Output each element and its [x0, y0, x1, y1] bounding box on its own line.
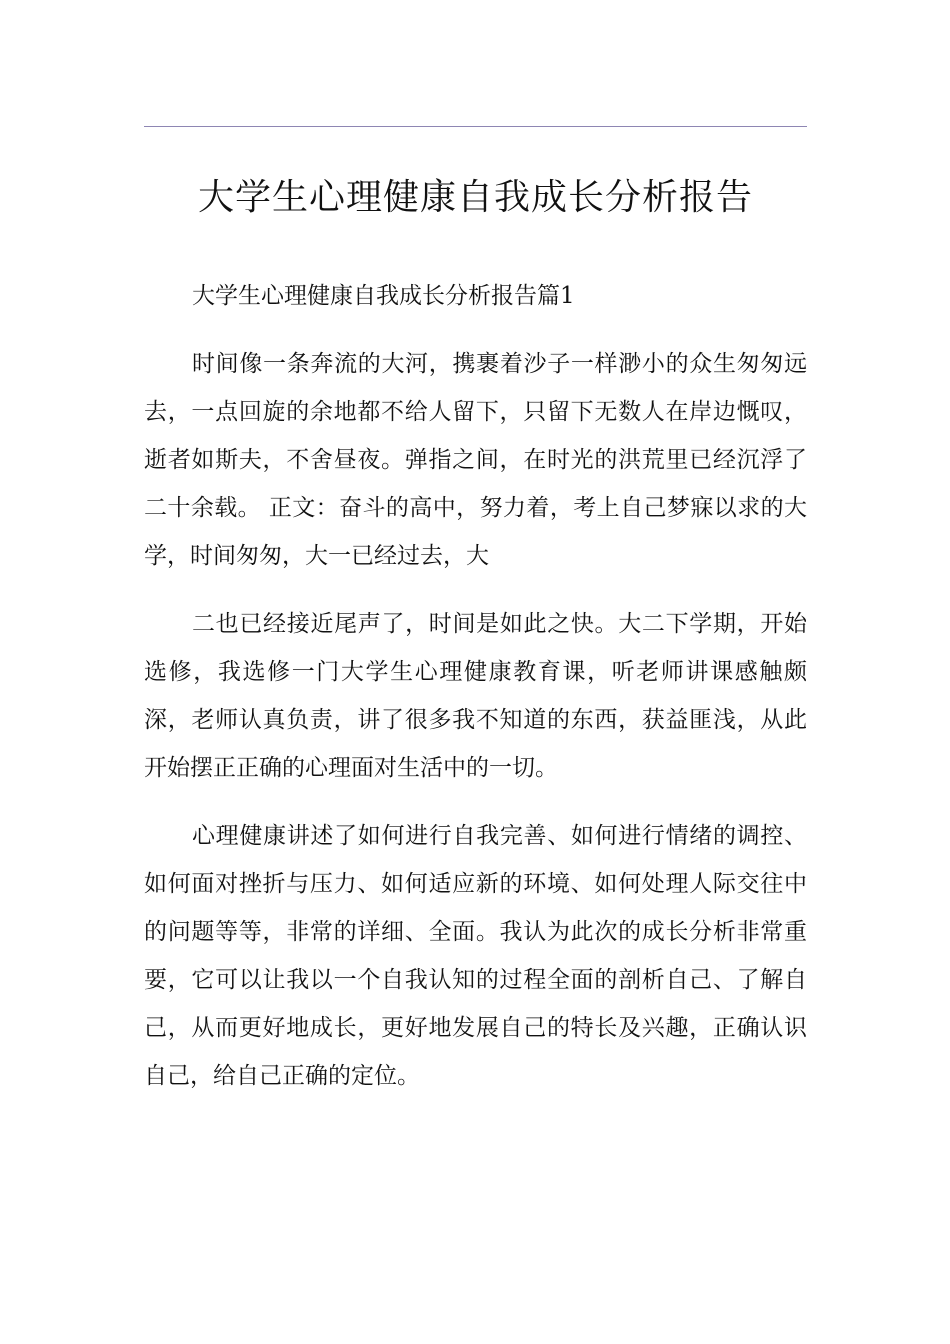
paragraph: 心理健康讲述了如何进行自我完善、如何进行情绪的调控、如何面对挫折与压力、如何适应新的环境、如何处理人际交往中的问题等等，非常的详细、全面。我认为此次的成长分析非常重要，它可以让我以一个自我认知的过程全面的剖析自己、了解自己，从而更好地成长，更好地发展自己的特长及兴趣，正确认识自己，给自己正确的定位。 — [144, 823, 807, 1089]
paragraph: 时间像一条奔流的大河，携裹着沙子一样渺小的众生匆匆远去，一点回旋的余地都不给人留下，只留下无数人在岸边慨叹，逝者如斯夫，不舍昼夜。弹指之间，在时光的洪荒里已经沉浮了二十余载。 正文：奋斗的高中，努力着，考上自己梦寐以求的大学，时间匆匆，大一已经过去，大 — [144, 351, 807, 569]
header-rule — [144, 126, 807, 127]
section-heading: 大学生心理健康自我成长分析报告篇1 — [192, 283, 575, 309]
paragraph: 二也已经接近尾声了，时间是如此之快。大二下学期，开始选修，我选修一门大学生心理健康教育课，听老师讲课感触颇深，老师认真负责，讲了很多我不知道的东西，获益匪浅，从此开始摆正正确的心理面对生活中的一切。 — [144, 611, 807, 781]
document-body — [144, 272, 807, 1100]
document-title: 大学生心理健康自我成长分析报告 — [197, 177, 753, 219]
